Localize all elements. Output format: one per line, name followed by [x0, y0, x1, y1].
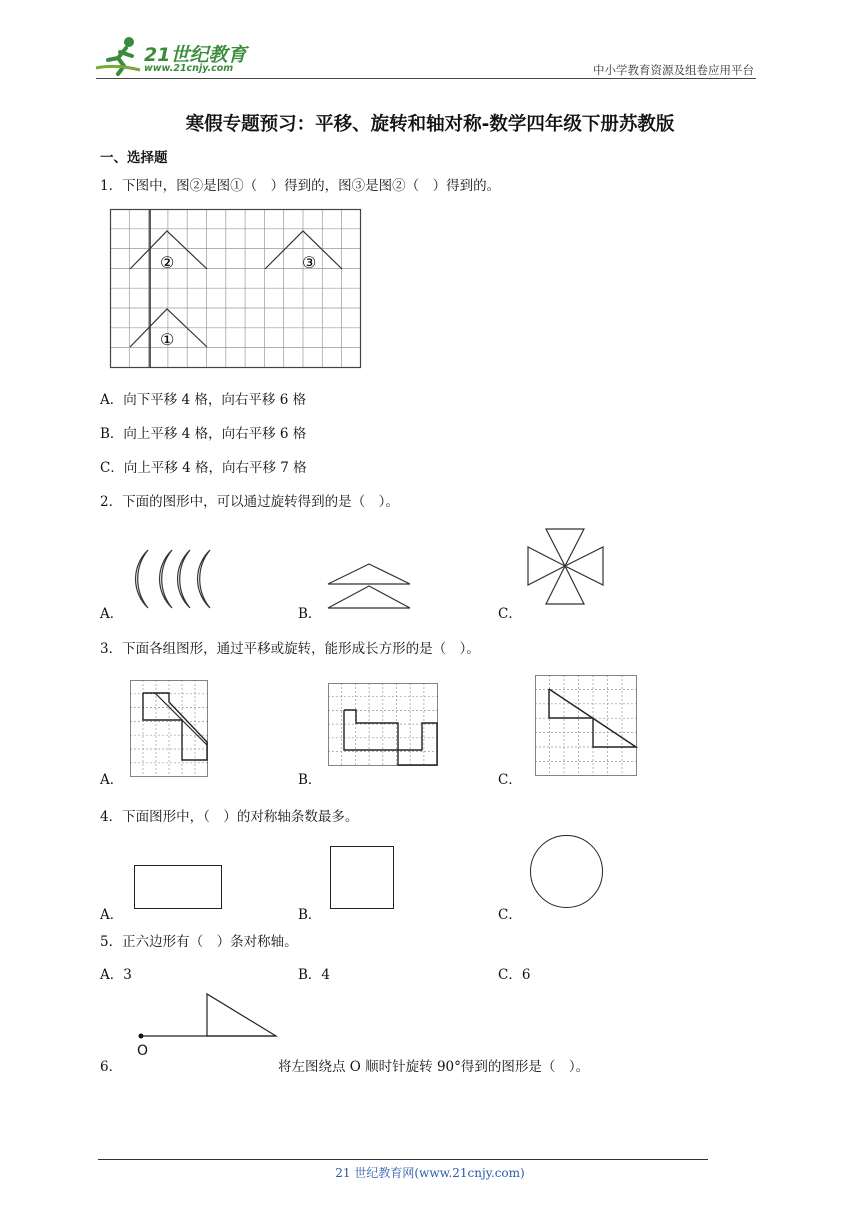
- q5-option-c[interactable]: C．6: [498, 967, 531, 983]
- logo-main-text: 21世纪教育: [144, 44, 247, 66]
- q3-grid-a: [130, 680, 210, 780]
- q3-grid-c: [535, 675, 639, 779]
- footer-rule: [98, 1159, 708, 1160]
- q2-option-b[interactable]: B．: [298, 606, 322, 622]
- q6-stem: 将左图绕点 O 顺时针旋转 90°得到的图形是（ ）。: [278, 1059, 590, 1075]
- pinwheel-figure: [526, 527, 606, 607]
- runner-logo-icon: [96, 36, 146, 76]
- footer-site[interactable]: 21 世纪教育网(www.21cnjy.com): [335, 1166, 525, 1180]
- circle-figure: [530, 835, 603, 908]
- q1-grid-figure: [110, 209, 362, 369]
- logo-url-text: www.21cnjy.com: [144, 63, 234, 74]
- q6-number: 6．: [100, 1059, 123, 1075]
- point-o-label: O: [137, 1043, 149, 1059]
- q5-option-b[interactable]: B．4: [298, 967, 331, 983]
- q3-grid-b: [328, 683, 440, 768]
- q4-option-b[interactable]: B．: [298, 907, 322, 923]
- q4-option-a[interactable]: A．: [100, 907, 124, 923]
- q6-rotation-figure: [134, 992, 284, 1052]
- q1-stem: 1．下图中，图②是图①（ ）得到的，图③是图②（ ）得到的。: [100, 178, 501, 194]
- q3-option-b[interactable]: B．: [298, 772, 322, 788]
- figure-label-3: ③: [302, 253, 317, 272]
- q3-stem: 3．下面各组图形，通过平移或旋转，能形成长方形的是（ ）。: [100, 641, 480, 657]
- q1-option-a[interactable]: A．向下平移 4 格，向右平移 6 格: [100, 392, 307, 408]
- q3-option-c[interactable]: C．: [498, 772, 522, 788]
- rectangle-figure: [134, 865, 222, 909]
- figure-label-2: ②: [160, 253, 175, 272]
- platform-name: 中小学教育资源及组卷应用平台: [593, 63, 754, 77]
- q4-option-c[interactable]: C．: [498, 907, 522, 923]
- section-heading-choice: 一、选择题: [100, 150, 168, 166]
- q2-stem: 2．下面的图形中，可以通过旋转得到的是（ ）。: [100, 494, 399, 510]
- q2-option-a[interactable]: A．: [100, 606, 124, 622]
- q2-option-c[interactable]: C．: [498, 606, 522, 622]
- header-rule: [96, 78, 756, 79]
- square-figure: [330, 846, 394, 909]
- q5-option-a[interactable]: A．3: [100, 967, 132, 983]
- page-title: 寒假专题预习：平移、旋转和轴对称-数学四年级下册苏教版: [185, 114, 675, 135]
- stacked-triangles-figure: [326, 560, 416, 610]
- header-logo: [96, 36, 266, 78]
- q3-option-a[interactable]: A．: [100, 772, 124, 788]
- q5-stem: 5．正六边形有（ ）条对称轴。: [100, 934, 298, 950]
- q1-option-c[interactable]: C．向上平移 4 格，向右平移 7 格: [100, 460, 307, 476]
- figure-label-1: ①: [160, 330, 175, 349]
- q1-option-b[interactable]: B．向上平移 4 格，向右平移 6 格: [100, 426, 307, 442]
- q4-stem: 4．下面图形中，（ ）的对称轴条数最多。: [100, 809, 359, 825]
- crescents-figure: [120, 520, 215, 610]
